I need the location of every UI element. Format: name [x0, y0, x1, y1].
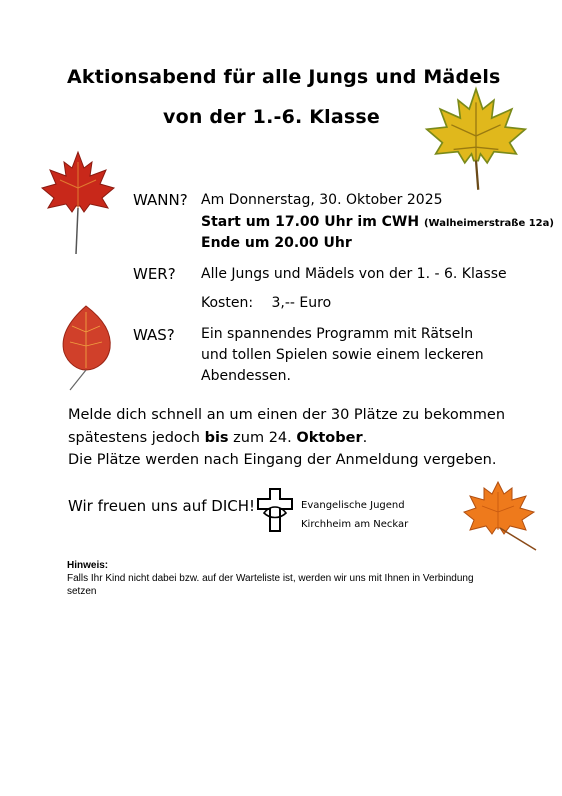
cost-value: 3,-- Euro	[271, 295, 332, 311]
wer-cost	[201, 295, 331, 311]
title-line-2: von der 1.-6. Klasse	[163, 106, 380, 128]
hint-line-1: Falls Ihr Kind nicht dabei bzw. auf der Warteliste ist, werden wir uns mit Ihnen in Verbindung	[67, 573, 474, 584]
org-line-1: Evangelische Jugend	[301, 500, 405, 511]
wer-who: Alle Jungs und Mädels von der 1. - 6. Klasse	[201, 266, 507, 282]
wann-label: WANN?	[133, 191, 188, 209]
wann-address: (Walheimerstraße 12a)	[423, 218, 554, 229]
closing-text: Wir freuen uns auf DICH!	[68, 497, 256, 515]
signup-line-2	[68, 430, 367, 446]
was-line-3: Abendessen.	[201, 368, 291, 384]
cross-icon	[256, 487, 294, 533]
was-line-1: Ein spannendes Programm mit Rätseln	[201, 326, 474, 342]
wann-end: Ende um 20.00 Uhr	[201, 235, 352, 251]
signup-bis: bis	[204, 430, 229, 446]
signup-line-3: Die Plätze werden nach Eingang der Anmeldung vergeben.	[68, 452, 497, 468]
wann-date: Am Donnerstag, 30. Oktober 2025	[201, 192, 443, 208]
org-line-2: Kirchheim am Neckar	[301, 519, 409, 530]
yellow-maple-leaf-icon	[420, 80, 532, 192]
was-label: WAS?	[133, 326, 175, 344]
red-maple-leaf-icon	[38, 148, 118, 258]
signup-line-2-pre: spätestens jedoch	[68, 430, 205, 446]
signup-month: Oktober	[296, 430, 363, 446]
title-line-1: Aktionsabend für alle Jungs und Mädels	[67, 66, 501, 88]
signup-line-1: Melde dich schnell an um einen der 30 Plätze zu bekommen	[68, 407, 506, 423]
orange-maple-leaf-icon	[462, 478, 542, 554]
wann-start	[201, 214, 554, 230]
signup-line-2-mid: zum 24.	[228, 430, 297, 446]
hint-line-2: setzen	[67, 586, 97, 597]
signup-line-2-end: .	[362, 430, 368, 446]
cost-label: Kosten:	[201, 295, 254, 311]
wann-start-text: Start um 17.00 Uhr im CWH	[201, 214, 420, 230]
wer-label: WER?	[133, 265, 176, 283]
hint-title: Hinweis:	[67, 560, 109, 571]
red-leaf-icon	[56, 302, 118, 392]
was-line-2: und tollen Spielen sowie einem leckeren	[201, 347, 484, 363]
